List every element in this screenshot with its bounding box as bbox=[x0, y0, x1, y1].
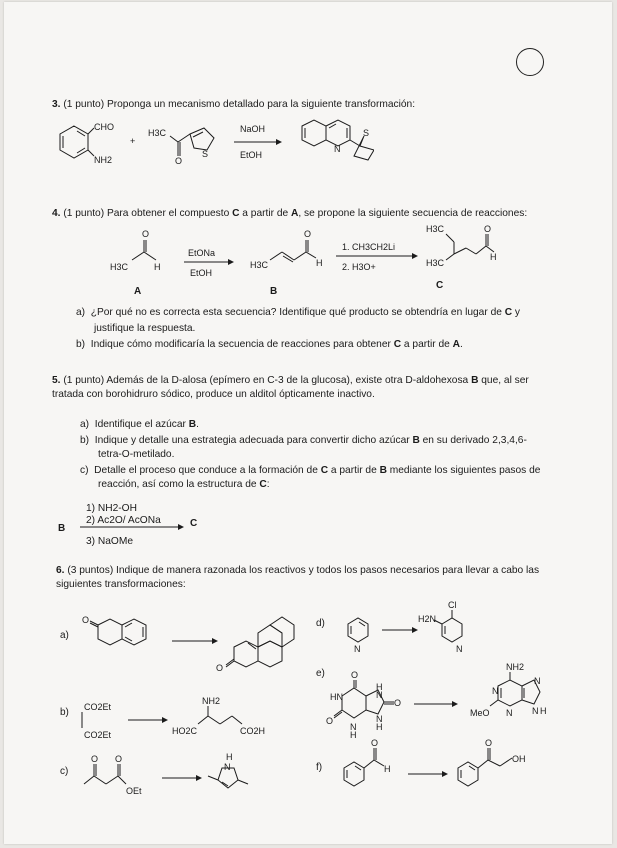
c-h3c-top: H3C bbox=[426, 224, 445, 234]
c-h: H bbox=[490, 252, 497, 262]
item-letter: b) bbox=[80, 435, 90, 446]
item-text: . bbox=[196, 419, 199, 430]
item-letter: c) bbox=[80, 465, 89, 476]
acetaldehyde-bonds bbox=[132, 240, 156, 260]
q5-item-c-line2 bbox=[98, 478, 270, 491]
q5-item-c bbox=[80, 464, 540, 477]
q4-item-a bbox=[76, 306, 520, 319]
question-text-part: , se propone la siguiente secuencia de reacciones: bbox=[298, 208, 528, 219]
arrow-head bbox=[162, 717, 168, 723]
oh-label: OH bbox=[512, 754, 526, 764]
co2et-bottom: CO2Et bbox=[84, 730, 112, 740]
tetralone-bonds bbox=[90, 619, 146, 645]
purine-h: H bbox=[540, 706, 547, 716]
co2et-top: CO2Et bbox=[84, 702, 112, 712]
item-d-label: d) bbox=[316, 618, 325, 629]
compound-b-label: B bbox=[270, 286, 278, 297]
question-6-heading bbox=[56, 564, 539, 577]
compound-c-label: C bbox=[436, 280, 444, 291]
q5-reaction-arrow bbox=[78, 522, 188, 532]
reagent-ethyllithium: 1. CH3CH2Li bbox=[342, 242, 396, 252]
question-text-part: a partir de bbox=[239, 208, 291, 219]
a-h3c: H3C bbox=[110, 262, 129, 272]
question-text: (1 punto) Además de la D-alosa (epímero en C-3 de la glucosa), existe otra D-aldohexosa bbox=[63, 375, 472, 386]
arrow-head bbox=[276, 139, 282, 145]
b-h3c: H3C bbox=[250, 260, 269, 270]
item-text: Detalle el proceso que conduce a la formación de bbox=[94, 465, 321, 476]
purine-n1: N bbox=[492, 686, 499, 696]
item-text: en su derivado 2,3,4,6- bbox=[419, 435, 527, 446]
aldehyde-o: O bbox=[371, 738, 379, 748]
item-text: y bbox=[512, 307, 521, 318]
question-3-heading bbox=[52, 98, 415, 111]
benzene-ring bbox=[60, 126, 94, 158]
ketone-o: O bbox=[485, 738, 493, 748]
item-bold: A bbox=[452, 339, 460, 350]
q4-item-a-line2: justifique la respuesta. bbox=[94, 323, 196, 334]
q5-item-b bbox=[80, 434, 527, 447]
item-text: : bbox=[266, 479, 270, 490]
b-oxygen: O bbox=[304, 229, 312, 239]
item-bold: C bbox=[393, 339, 402, 350]
grade-circle-mark bbox=[516, 48, 544, 76]
item-text: ¿Por qué no es correcta esta secuencia? Identifique qué producto se obtendría en lugar de bbox=[90, 307, 505, 318]
item-bold: B bbox=[412, 435, 420, 446]
hydroxyketone-bonds bbox=[458, 748, 512, 786]
nh2-label: NH2 bbox=[202, 696, 221, 706]
pyridine-n: N bbox=[354, 644, 361, 654]
item-a-label: a) bbox=[60, 630, 69, 641]
c-oxygen: O bbox=[484, 224, 492, 234]
uric-o-right: O bbox=[394, 698, 402, 708]
reagent-naoh: NaOH bbox=[240, 124, 266, 134]
question-text: (1 punto) Proponga un mecanismo detallado para la siguiente transformación: bbox=[63, 99, 416, 110]
arrow-head bbox=[228, 259, 234, 265]
question-number: 6. bbox=[56, 565, 65, 576]
aldehyde-h: H bbox=[384, 764, 391, 774]
pyridine-n2: N bbox=[456, 644, 463, 654]
quinoline-n-label: N bbox=[334, 144, 341, 154]
q5-step2: 2) Ac2O/ AcONa bbox=[86, 515, 161, 526]
purine-n4: N bbox=[532, 706, 539, 716]
adenine-nh2: NH2 bbox=[506, 662, 525, 672]
scheme-b-label: B bbox=[58, 523, 66, 534]
ester-o: O bbox=[115, 754, 123, 764]
item-bold: C bbox=[320, 465, 329, 476]
item-text: a partir de bbox=[401, 339, 453, 350]
ho2c-label: HO2C bbox=[172, 726, 198, 736]
pyrrole-h: H bbox=[226, 752, 233, 762]
c-h3c-bottom: H3C bbox=[426, 258, 445, 268]
item-text: mediante los siguientes pasos de bbox=[386, 465, 541, 476]
q6c-scheme bbox=[76, 750, 276, 802]
purine-n2: N bbox=[506, 708, 513, 718]
uric-h-bottom: H bbox=[350, 730, 357, 740]
h3c-label: H3C bbox=[148, 128, 167, 138]
arrow-head bbox=[412, 627, 418, 633]
q6a-scheme bbox=[76, 607, 316, 677]
uric-n-top: N bbox=[376, 690, 383, 700]
item-text: . bbox=[459, 339, 463, 350]
nh2-label: NH2 bbox=[94, 155, 113, 165]
question-6-line2: siguientes transformaciones: bbox=[56, 579, 186, 590]
pyrrole-n: N bbox=[224, 762, 231, 772]
arrow-head bbox=[212, 638, 218, 644]
item-text: a partir de bbox=[328, 465, 380, 476]
question-5-heading bbox=[52, 374, 529, 387]
compound-a-label: A bbox=[134, 286, 142, 297]
co2h-label: CO2H bbox=[240, 726, 266, 736]
question-text: que, al ser bbox=[478, 375, 529, 386]
acetoacetate-bonds bbox=[84, 764, 126, 784]
q3-reaction-scheme bbox=[44, 114, 374, 174]
item-bold: B bbox=[379, 465, 387, 476]
oxygen-label: O bbox=[175, 156, 183, 166]
item-text: Indique y detalle una estrategia adecuada para convertir dicho azúcar bbox=[94, 435, 413, 446]
item-c-label: c) bbox=[60, 766, 69, 777]
ketone-o: O bbox=[82, 615, 90, 625]
sugar-b-ref: B bbox=[471, 375, 479, 386]
uric-nh-bottom: N bbox=[350, 722, 357, 732]
reagent-workup: 2. H3O+ bbox=[342, 262, 376, 272]
question-number: 3. bbox=[52, 99, 61, 110]
q5-step3: 3) NaOMe bbox=[86, 536, 133, 547]
question-number: 4. bbox=[52, 208, 61, 219]
product-o: O bbox=[216, 663, 224, 673]
crotonaldehyde-bonds bbox=[270, 240, 316, 262]
reagent-etona: EtONa bbox=[188, 248, 216, 258]
arrow-head bbox=[442, 771, 448, 777]
sulfur-label: S bbox=[202, 149, 209, 159]
benzaldehyde-bonds bbox=[344, 748, 384, 786]
item-text: reacción, así como la estructura de bbox=[98, 479, 260, 490]
purine-n3: N bbox=[534, 676, 541, 686]
compound-a-ref: A bbox=[291, 208, 299, 219]
methylpentanal-bonds bbox=[446, 234, 494, 260]
h2n-label: H2N bbox=[418, 614, 437, 624]
scheme-c-label: C bbox=[190, 518, 198, 529]
meo-label: MeO bbox=[470, 708, 490, 718]
item-b-label: b) bbox=[60, 707, 69, 718]
question-number: 5. bbox=[52, 375, 61, 386]
question-4-heading bbox=[52, 207, 527, 220]
question-text-part: (1 punto) Para obtener el compuesto bbox=[63, 208, 233, 219]
ketone-o: O bbox=[91, 754, 99, 764]
a-oxygen: O bbox=[142, 229, 150, 239]
solvent-etoh: EtOH bbox=[190, 268, 213, 278]
cl-label: Cl bbox=[448, 600, 457, 610]
uric-o-left: O bbox=[326, 716, 334, 726]
item-letter: a) bbox=[76, 307, 86, 318]
item-e-label: e) bbox=[316, 668, 325, 679]
q5-item-a bbox=[80, 418, 199, 431]
item-letter: a) bbox=[80, 419, 90, 430]
uric-o-top: O bbox=[351, 670, 359, 680]
question-text: (3 puntos) Indique de manera razonada los reactivos y todos los pasos necesarios para llevar a cabo las bbox=[67, 565, 540, 576]
item-bold: C bbox=[504, 307, 513, 318]
q6e-scheme bbox=[322, 660, 562, 740]
question-5-line2: tratada con borohidruro sódico, produce un alditol ópticamente inactivo. bbox=[52, 389, 375, 400]
uric-n-bottom-right: N bbox=[376, 714, 383, 724]
aminochloropyridine-bonds bbox=[434, 610, 462, 642]
arrow-head bbox=[452, 701, 458, 707]
thiophene-s-label: S bbox=[363, 128, 370, 138]
q6f-scheme bbox=[334, 736, 564, 796]
item-bold: C bbox=[259, 479, 267, 490]
plus-sign: + bbox=[130, 136, 136, 146]
q5-step1: 1) NH2-OH bbox=[86, 503, 137, 514]
uric-h-top: H bbox=[376, 682, 383, 692]
item-letter: b) bbox=[76, 339, 86, 350]
quinoline-product bbox=[302, 120, 374, 160]
uric-acid-bonds bbox=[334, 680, 394, 718]
uric-hn: HN bbox=[330, 692, 343, 702]
uric-h-bottom-right: H bbox=[376, 722, 383, 732]
compound-c-ref: C bbox=[232, 208, 240, 219]
item-bold: B bbox=[188, 419, 197, 430]
tricyclic-product-bonds bbox=[226, 617, 294, 667]
item-text: Indique cómo modificaría la secuencia de reacciones para obtener bbox=[90, 339, 394, 350]
item-text: Identifique el azúcar bbox=[94, 419, 189, 430]
q4-reaction-scheme bbox=[104, 224, 524, 296]
pyridine-bonds bbox=[348, 618, 368, 642]
item-f-label: f) bbox=[316, 762, 323, 773]
arrow-head bbox=[412, 253, 418, 259]
solvent-etoh: EtOH bbox=[240, 150, 263, 160]
b-h: H bbox=[316, 258, 323, 268]
q5-item-b-line2: tetra-O-metilado. bbox=[98, 449, 175, 460]
exam-page bbox=[4, 2, 612, 844]
q6d-scheme bbox=[332, 598, 492, 658]
oet-label: OEt bbox=[126, 786, 142, 796]
q6b-scheme bbox=[76, 694, 276, 754]
arrow-head bbox=[196, 775, 202, 781]
a-h: H bbox=[154, 262, 161, 272]
q4-item-b bbox=[76, 338, 463, 351]
cho-label: CHO bbox=[94, 122, 114, 132]
glutamic-acid-bonds bbox=[198, 706, 242, 724]
